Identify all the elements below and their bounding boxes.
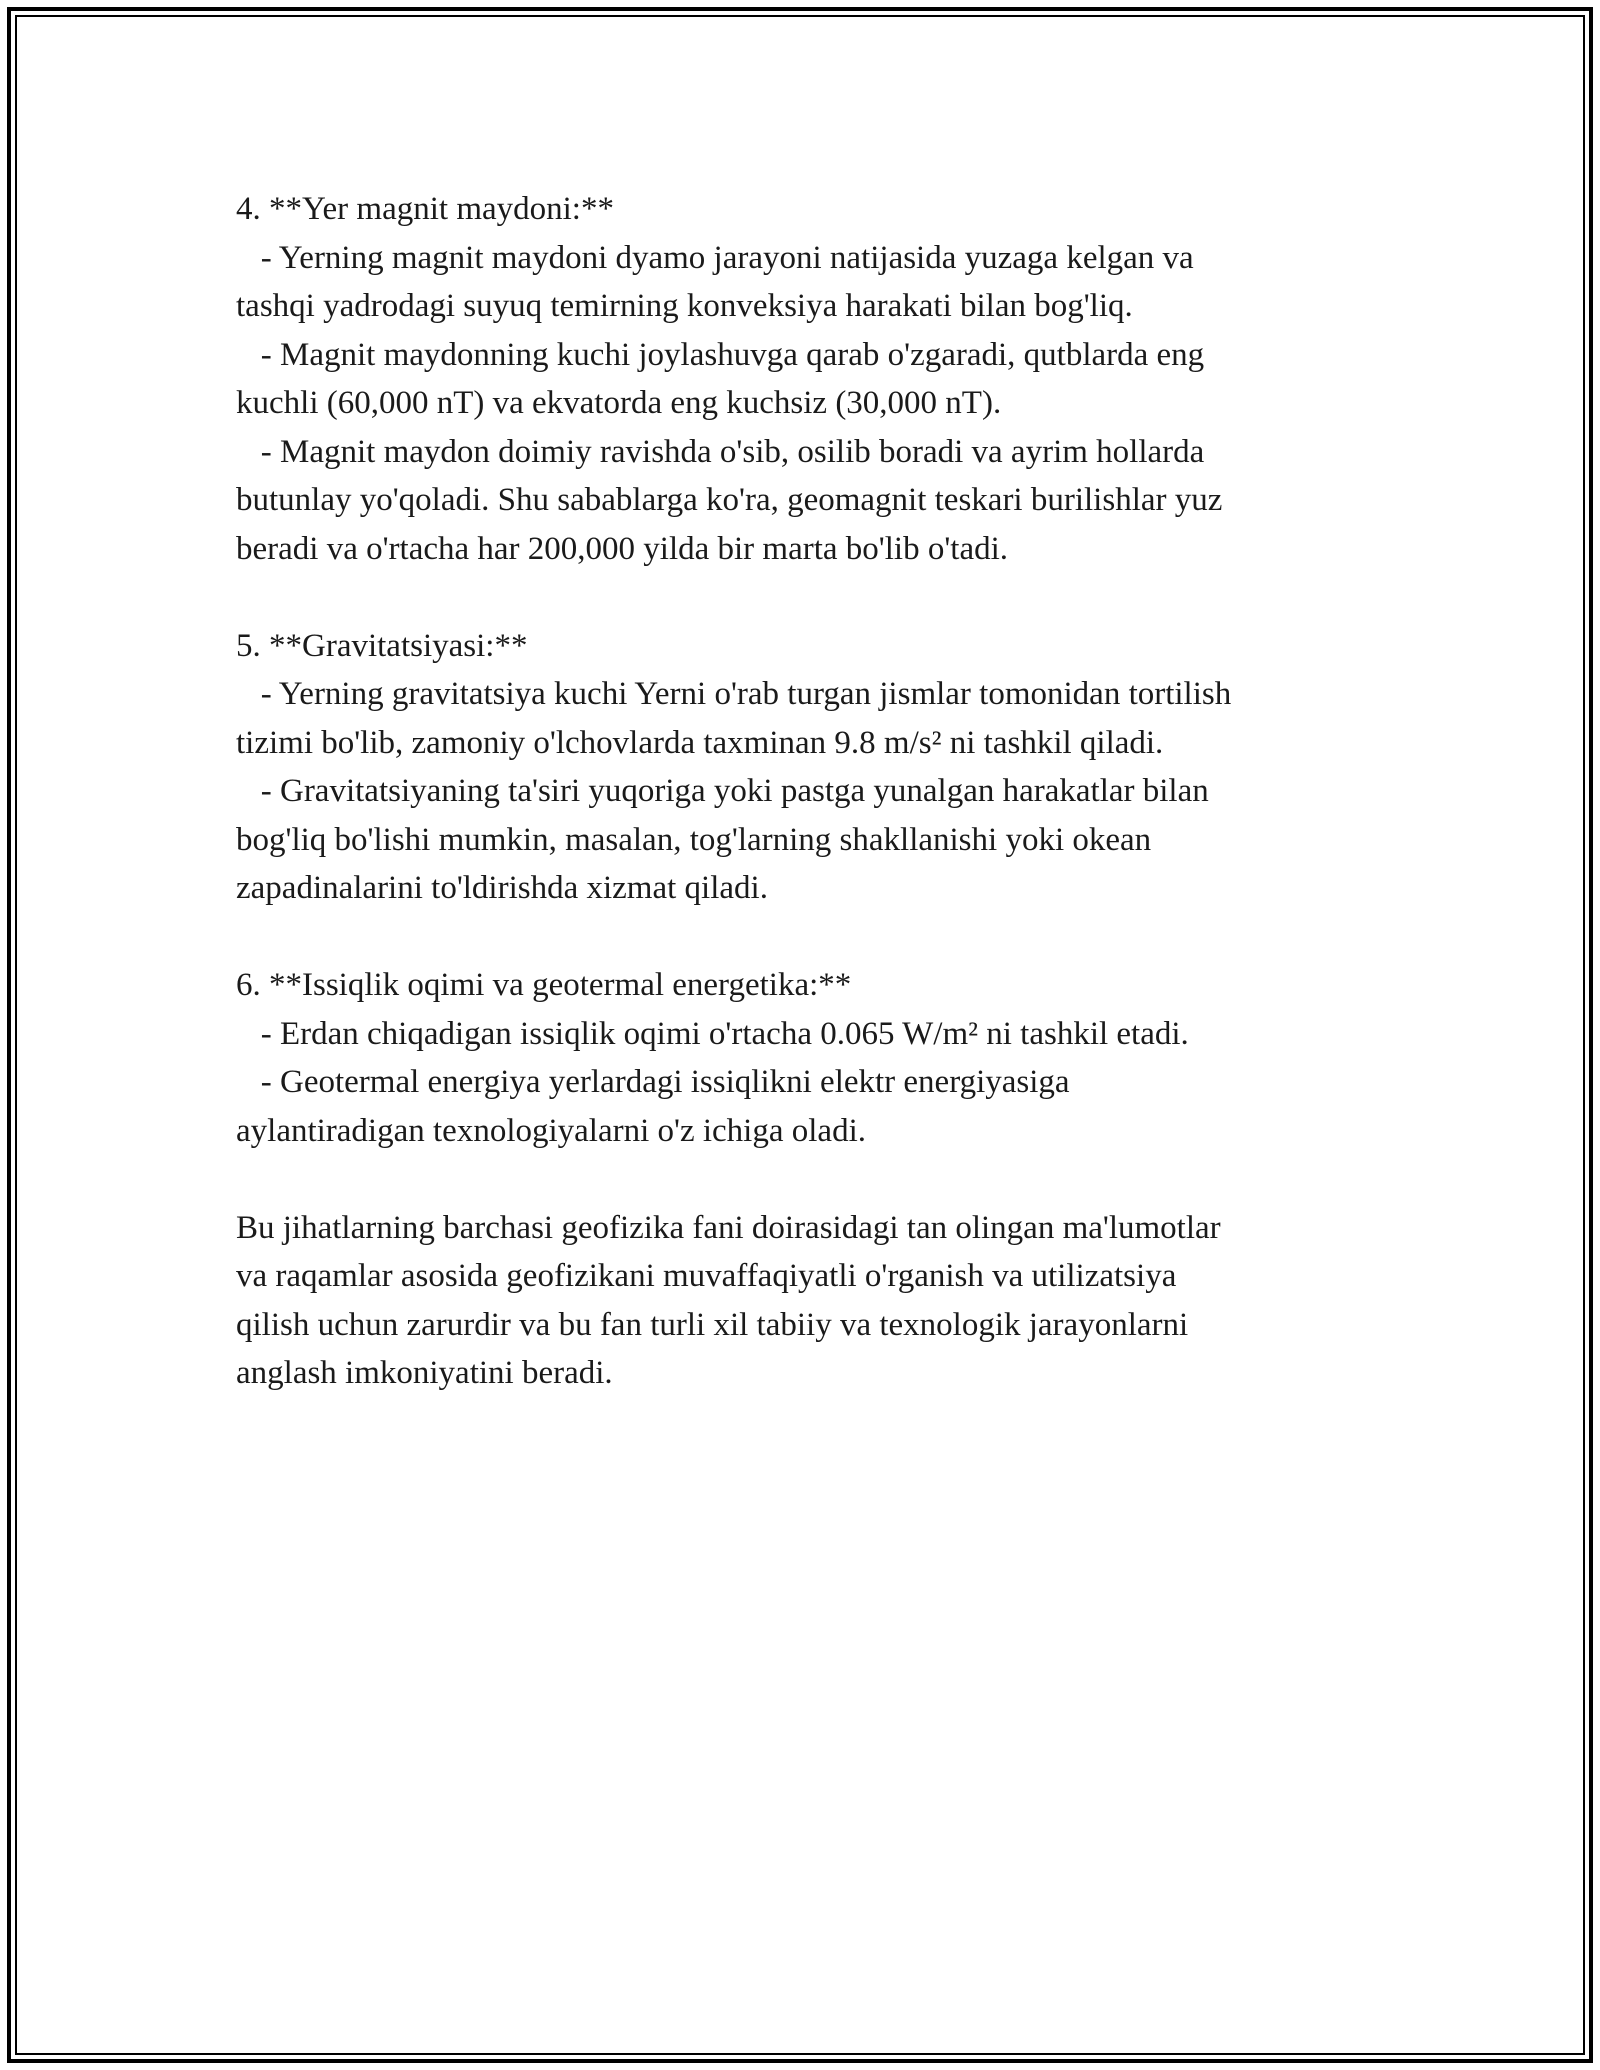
text-line: tizimi bo'lib, zamoniy o'lchovlarda taxminan 9.8 m/s² ni tashkil qiladi.: [236, 724, 1164, 761]
paragraph-gap: [236, 913, 1386, 962]
text-line: - Yerning gravitatsiya kuchi Yerni o'rab turgan jismlar tomonidan tortilish: [236, 676, 1232, 712]
paragraph-gap: [236, 573, 1386, 622]
section-heading: 5. **Gravitatsiyasi:**: [236, 627, 528, 664]
section-heading: 6. **Issiqlik oqimi va geotermal energetika:**: [236, 967, 852, 1003]
text-line: aylantiradigan texnologiyalarni o'z ichiga oladi.: [236, 1112, 866, 1149]
text-line: - Erdan chiqadigan issiqlik oqimi o'rtacha 0.065 W/m² ni tashkil etadi.: [236, 1015, 1189, 1052]
text-line: - Yerning magnit maydoni dyamo jarayoni natijasida yuzaga kelgan va: [236, 239, 1194, 276]
conclusion-line: anglash imkoniyatini beradi.: [236, 1355, 613, 1391]
text-line: tashqi yadrodagi suyuq temirning konveksiya harakati bilan bog'liq.: [236, 288, 1133, 324]
document-body: [236, 185, 1386, 1398]
text-line: kuchli (60,000 nT) va ekvatorda eng kuchsiz (30,000 nT).: [236, 385, 1002, 421]
conclusion-line: qilish uchun zarurdir va bu fan turli xil tabiiy va texnologik jarayonlarni: [236, 1306, 1189, 1343]
paragraph-gap: [236, 1155, 1386, 1204]
text-line: bog'liq bo'lishi mumkin, masalan, tog'larning shakllanishi yoki okean: [236, 821, 1152, 858]
text-line: zapadinalarini to'ldirishda xizmat qiladi.: [236, 870, 768, 906]
conclusion-line: va raqamlar asosida geofizikani muvaffaqiyatli o'rganish va utilizatsiya: [236, 1258, 1177, 1294]
section-heading: 4. **Yer magnit maydoni:**: [236, 191, 614, 227]
text-line: beradi va o'rtacha har 200,000 yilda bir marta bo'lib o'tadi.: [236, 530, 1009, 567]
text-line: - Magnit maydonning kuchi joylashuvga qarab o'zgaradi, qutblarda eng: [236, 336, 1205, 373]
text-line: - Gravitatsiyaning ta'siri yuqoriga yoki pastga yunalgan harakatlar bilan: [236, 773, 1209, 809]
text-line: - Geotermal energiya yerlardagi issiqlikni elektr energiyasiga: [236, 1064, 1070, 1100]
text-line: - Magnit maydon doimiy ravishda o'sib, osilib boradi va ayrim hollarda: [236, 433, 1205, 470]
text-line: butunlay yo'qoladi. Shu sabablarga ko'ra, geomagnit teskari burilishlar yuz: [236, 482, 1223, 518]
conclusion-line: Bu jihatlarning barchasi geofizika fani doirasidagi tan olingan ma'lumotlar: [236, 1209, 1221, 1246]
